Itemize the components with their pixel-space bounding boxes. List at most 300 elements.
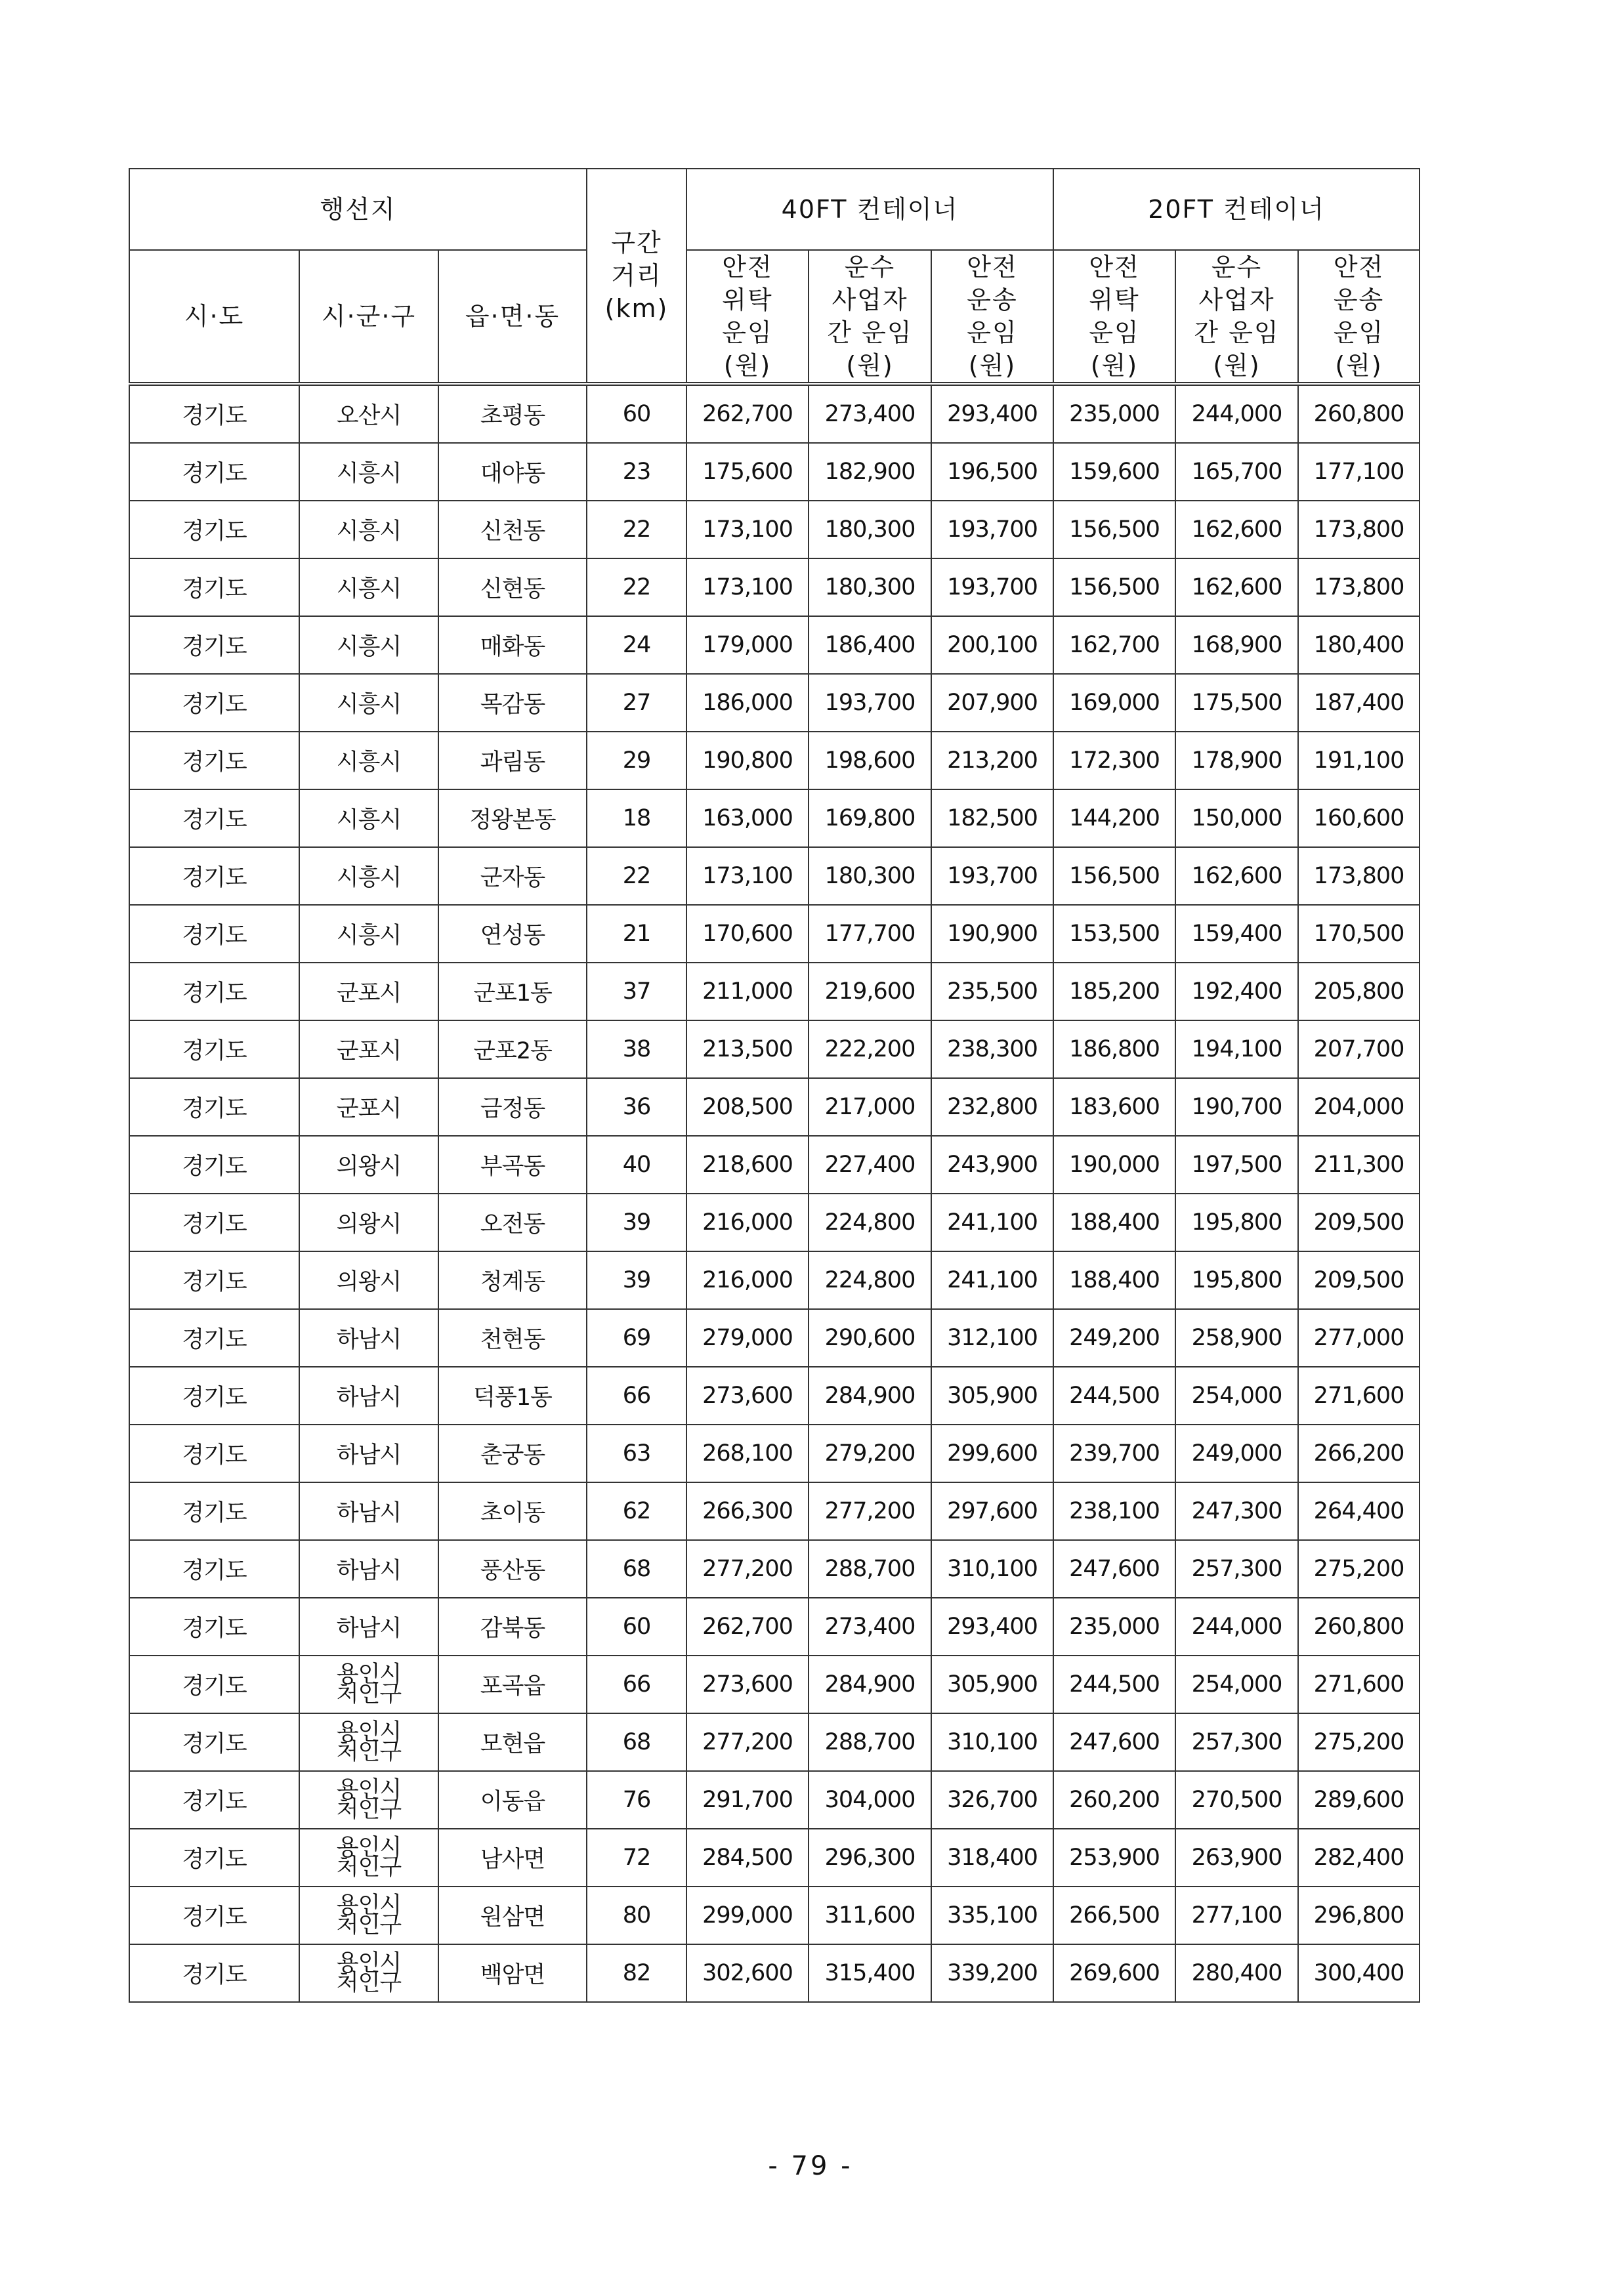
- table-row: [129, 1482, 1420, 1540]
- cell-40ft-consign: 190,800: [686, 732, 809, 789]
- table-row: [129, 1887, 1420, 1944]
- cell-sido: 경기도: [129, 1136, 299, 1194]
- cell-distance: 39: [587, 1194, 686, 1251]
- table-row: [129, 1309, 1420, 1367]
- cell-40ft-transport: 339,200: [931, 1944, 1053, 2002]
- cell-20ft-consign: 185,200: [1053, 963, 1175, 1020]
- cell-40ft-consign: 213,500: [686, 1020, 809, 1078]
- cell-distance: 69: [587, 1309, 686, 1367]
- cell-40ft-consign: 186,000: [686, 674, 809, 732]
- cell-20ft-transport: 173,800: [1298, 501, 1420, 558]
- table-row: [129, 384, 1420, 443]
- cell-40ft-consign: 299,000: [686, 1887, 809, 1944]
- cell-40ft-carrier: 217,000: [809, 1078, 931, 1136]
- cell-20ft-carrier: 197,500: [1175, 1136, 1298, 1194]
- cell-distance: 82: [587, 1944, 686, 2002]
- cell-40ft-transport: 299,600: [931, 1425, 1053, 1482]
- cell-20ft-carrier: 195,800: [1175, 1251, 1298, 1309]
- cell-eupmyeondong: 군자동: [438, 847, 587, 905]
- table-row: [129, 616, 1420, 674]
- cell-40ft-consign: 179,000: [686, 616, 809, 674]
- cell-sido: 경기도: [129, 1598, 299, 1656]
- cell-20ft-transport: 205,800: [1298, 963, 1420, 1020]
- cell-40ft-carrier: 288,700: [809, 1540, 931, 1598]
- cell-eupmyeondong: 오전동: [438, 1194, 587, 1251]
- cell-40ft-carrier: 227,400: [809, 1136, 931, 1194]
- cell-40ft-consign: 279,000: [686, 1309, 809, 1367]
- cell-20ft-transport: 266,200: [1298, 1425, 1420, 1482]
- cell-eupmyeondong: 연성동: [438, 905, 587, 963]
- cell-sido: 경기도: [129, 443, 299, 501]
- cell-distance: 23: [587, 443, 686, 501]
- cell-sido: 경기도: [129, 384, 299, 443]
- cell-40ft-transport: 318,400: [931, 1829, 1053, 1887]
- cell-20ft-transport: 209,500: [1298, 1251, 1420, 1309]
- table-row: [129, 1713, 1420, 1771]
- header-20ft-safety-transport-rate: 안전 운송 운임 (원): [1298, 250, 1420, 384]
- cell-sigungu: 시흥시: [299, 443, 438, 501]
- cell-sigungu: 하남시: [299, 1598, 438, 1656]
- cell-eupmyeondong: 모현읍: [438, 1713, 587, 1771]
- cell-distance: 21: [587, 905, 686, 963]
- cell-sido: 경기도: [129, 1367, 299, 1425]
- cell-eupmyeondong: 천현동: [438, 1309, 587, 1367]
- rate-table-body: [129, 384, 1420, 2002]
- cell-40ft-carrier: 284,900: [809, 1367, 931, 1425]
- cell-distance: 76: [587, 1771, 686, 1829]
- cell-sido: 경기도: [129, 1425, 299, 1482]
- cell-20ft-carrier: 162,600: [1175, 847, 1298, 905]
- cell-distance: 22: [587, 501, 686, 558]
- cell-40ft-consign: 273,600: [686, 1656, 809, 1713]
- cell-20ft-transport: 277,000: [1298, 1309, 1420, 1367]
- header-20ft-carrier-rate: 운수 사업자 간 운임 (원): [1175, 250, 1298, 384]
- cell-distance: 62: [587, 1482, 686, 1540]
- table-row: [129, 1829, 1420, 1887]
- table-row: [129, 847, 1420, 905]
- cell-40ft-transport: 200,100: [931, 616, 1053, 674]
- table-row: [129, 1598, 1420, 1656]
- cell-20ft-carrier: 257,300: [1175, 1713, 1298, 1771]
- cell-40ft-carrier: 222,200: [809, 1020, 931, 1078]
- table-row: [129, 1540, 1420, 1598]
- header-20ft-container: 20FT 컨테이너: [1053, 169, 1420, 250]
- cell-sido: 경기도: [129, 1020, 299, 1078]
- cell-40ft-carrier: 288,700: [809, 1713, 931, 1771]
- cell-40ft-transport: 305,900: [931, 1367, 1053, 1425]
- cell-eupmyeondong: 군포1동: [438, 963, 587, 1020]
- cell-distance: 18: [587, 789, 686, 847]
- cell-sido: 경기도: [129, 732, 299, 789]
- cell-40ft-transport: 193,700: [931, 558, 1053, 616]
- table-row: [129, 558, 1420, 616]
- cell-20ft-transport: 187,400: [1298, 674, 1420, 732]
- cell-20ft-transport: 300,400: [1298, 1944, 1420, 2002]
- cell-40ft-carrier: 296,300: [809, 1829, 931, 1887]
- cell-eupmyeondong: 군포2동: [438, 1020, 587, 1078]
- header-40ft-safety-consign-rate: 안전 위탁 운임 (원): [686, 250, 809, 384]
- cell-40ft-consign: 262,700: [686, 384, 809, 443]
- cell-20ft-consign: 169,000: [1053, 674, 1175, 732]
- cell-40ft-carrier: 273,400: [809, 1598, 931, 1656]
- cell-sido: 경기도: [129, 963, 299, 1020]
- cell-40ft-consign: 173,100: [686, 847, 809, 905]
- cell-eupmyeondong: 정왕본동: [438, 789, 587, 847]
- cell-sigungu: 하남시: [299, 1425, 438, 1482]
- cell-40ft-consign: 262,700: [686, 1598, 809, 1656]
- cell-sigungu: 오산시: [299, 384, 438, 443]
- cell-40ft-transport: 310,100: [931, 1540, 1053, 1598]
- cell-sigungu: 시흥시: [299, 847, 438, 905]
- cell-20ft-transport: 211,300: [1298, 1136, 1420, 1194]
- cell-20ft-carrier: 195,800: [1175, 1194, 1298, 1251]
- cell-40ft-carrier: 198,600: [809, 732, 931, 789]
- cell-40ft-transport: 241,100: [931, 1251, 1053, 1309]
- table-row: [129, 1656, 1420, 1713]
- cell-eupmyeondong: 청계동: [438, 1251, 587, 1309]
- cell-20ft-transport: 296,800: [1298, 1887, 1420, 1944]
- cell-sido: 경기도: [129, 847, 299, 905]
- cell-distance: 63: [587, 1425, 686, 1482]
- cell-20ft-transport: 173,800: [1298, 558, 1420, 616]
- cell-20ft-transport: 209,500: [1298, 1194, 1420, 1251]
- cell-40ft-carrier: 279,200: [809, 1425, 931, 1482]
- header-40ft-container: 40FT 컨테이너: [686, 169, 1053, 250]
- cell-20ft-transport: 191,100: [1298, 732, 1420, 789]
- cell-sigungu: 하남시: [299, 1482, 438, 1540]
- cell-20ft-carrier: 175,500: [1175, 674, 1298, 732]
- cell-20ft-carrier: 178,900: [1175, 732, 1298, 789]
- cell-40ft-transport: 182,500: [931, 789, 1053, 847]
- cell-40ft-transport: 193,700: [931, 847, 1053, 905]
- table-row: [129, 963, 1420, 1020]
- cell-40ft-consign: 291,700: [686, 1771, 809, 1829]
- cell-40ft-transport: 297,600: [931, 1482, 1053, 1540]
- cell-20ft-carrier: 258,900: [1175, 1309, 1298, 1367]
- cell-sigungu: 용인시 처인구: [299, 1771, 438, 1829]
- table-row: [129, 1194, 1420, 1251]
- cell-20ft-consign: 244,500: [1053, 1656, 1175, 1713]
- cell-40ft-consign: 163,000: [686, 789, 809, 847]
- cell-40ft-consign: 218,600: [686, 1136, 809, 1194]
- cell-20ft-carrier: 192,400: [1175, 963, 1298, 1020]
- cell-20ft-transport: 271,600: [1298, 1656, 1420, 1713]
- cell-distance: 60: [587, 1598, 686, 1656]
- cell-eupmyeondong: 풍산동: [438, 1540, 587, 1598]
- cell-eupmyeondong: 매화동: [438, 616, 587, 674]
- cell-20ft-carrier: 159,400: [1175, 905, 1298, 963]
- cell-40ft-transport: 241,100: [931, 1194, 1053, 1251]
- cell-20ft-carrier: 257,300: [1175, 1540, 1298, 1598]
- cell-40ft-consign: 173,100: [686, 558, 809, 616]
- cell-40ft-carrier: 180,300: [809, 847, 931, 905]
- cell-sigungu: 하남시: [299, 1540, 438, 1598]
- cell-40ft-consign: 268,100: [686, 1425, 809, 1482]
- cell-40ft-carrier: 193,700: [809, 674, 931, 732]
- cell-20ft-transport: 177,100: [1298, 443, 1420, 501]
- header-40ft-safety-transport-rate: 안전 운송 운임 (원): [931, 250, 1053, 384]
- cell-40ft-transport: 335,100: [931, 1887, 1053, 1944]
- cell-20ft-transport: 170,500: [1298, 905, 1420, 963]
- header-sigungu: 시·군·구: [299, 250, 438, 384]
- cell-sigungu: 의왕시: [299, 1251, 438, 1309]
- cell-eupmyeondong: 백암면: [438, 1944, 587, 2002]
- cell-40ft-consign: 170,600: [686, 905, 809, 963]
- cell-distance: 38: [587, 1020, 686, 1078]
- cell-sigungu: 군포시: [299, 1078, 438, 1136]
- cell-sigungu: 의왕시: [299, 1136, 438, 1194]
- cell-40ft-carrier: 186,400: [809, 616, 931, 674]
- cell-20ft-transport: 275,200: [1298, 1713, 1420, 1771]
- table-row: [129, 1771, 1420, 1829]
- header-sido: 시·도: [129, 250, 299, 384]
- cell-20ft-carrier: 244,000: [1175, 384, 1298, 443]
- cell-eupmyeondong: 춘궁동: [438, 1425, 587, 1482]
- cell-40ft-carrier: 277,200: [809, 1482, 931, 1540]
- cell-40ft-consign: 273,600: [686, 1367, 809, 1425]
- table-row: [129, 1136, 1420, 1194]
- cell-40ft-consign: 208,500: [686, 1078, 809, 1136]
- cell-sigungu: 시흥시: [299, 501, 438, 558]
- cell-20ft-carrier: 165,700: [1175, 443, 1298, 501]
- cell-40ft-transport: 310,100: [931, 1713, 1053, 1771]
- cell-sigungu: 군포시: [299, 963, 438, 1020]
- cell-20ft-consign: 253,900: [1053, 1829, 1175, 1887]
- cell-40ft-consign: 175,600: [686, 443, 809, 501]
- cell-20ft-consign: 260,200: [1053, 1771, 1175, 1829]
- cell-20ft-consign: 186,800: [1053, 1020, 1175, 1078]
- cell-sigungu: 시흥시: [299, 616, 438, 674]
- cell-eupmyeondong: 초이동: [438, 1482, 587, 1540]
- cell-20ft-consign: 159,600: [1053, 443, 1175, 501]
- cell-sigungu: 용인시 처인구: [299, 1713, 438, 1771]
- cell-sigungu: 용인시 처인구: [299, 1829, 438, 1887]
- cell-sido: 경기도: [129, 1887, 299, 1944]
- cell-sigungu: 시흥시: [299, 674, 438, 732]
- cell-20ft-consign: 239,700: [1053, 1425, 1175, 1482]
- cell-eupmyeondong: 대야동: [438, 443, 587, 501]
- cell-eupmyeondong: 과림동: [438, 732, 587, 789]
- cell-40ft-carrier: 284,900: [809, 1656, 931, 1713]
- cell-distance: 22: [587, 847, 686, 905]
- header-row-groups: [129, 169, 1420, 250]
- header-distance: [587, 169, 686, 384]
- cell-20ft-transport: 275,200: [1298, 1540, 1420, 1598]
- cell-20ft-transport: 204,000: [1298, 1078, 1420, 1136]
- cell-40ft-carrier: 290,600: [809, 1309, 931, 1367]
- cell-20ft-consign: 190,000: [1053, 1136, 1175, 1194]
- cell-40ft-carrier: 224,800: [809, 1251, 931, 1309]
- cell-40ft-transport: 293,400: [931, 1598, 1053, 1656]
- cell-sigungu: 용인시 처인구: [299, 1887, 438, 1944]
- cell-40ft-carrier: 315,400: [809, 1944, 931, 2002]
- cell-20ft-carrier: 162,600: [1175, 558, 1298, 616]
- cell-40ft-carrier: 169,800: [809, 789, 931, 847]
- cell-20ft-consign: 156,500: [1053, 558, 1175, 616]
- cell-distance: 24: [587, 616, 686, 674]
- cell-sido: 경기도: [129, 1309, 299, 1367]
- cell-sigungu: 용인시 처인구: [299, 1656, 438, 1713]
- cell-40ft-consign: 277,200: [686, 1713, 809, 1771]
- cell-distance: 80: [587, 1887, 686, 1944]
- table-row: [129, 1078, 1420, 1136]
- cell-20ft-carrier: 194,100: [1175, 1020, 1298, 1078]
- cell-sido: 경기도: [129, 674, 299, 732]
- cell-eupmyeondong: 부곡동: [438, 1136, 587, 1194]
- cell-20ft-consign: 269,600: [1053, 1944, 1175, 2002]
- table-row: [129, 732, 1420, 789]
- cell-distance: 40: [587, 1136, 686, 1194]
- cell-20ft-consign: 235,000: [1053, 1598, 1175, 1656]
- cell-40ft-transport: 312,100: [931, 1309, 1053, 1367]
- cell-40ft-consign: 284,500: [686, 1829, 809, 1887]
- cell-sido: 경기도: [129, 1194, 299, 1251]
- cell-20ft-consign: 144,200: [1053, 789, 1175, 847]
- cell-distance: 29: [587, 732, 686, 789]
- cell-eupmyeondong: 감북동: [438, 1598, 587, 1656]
- cell-sigungu: 용인시 처인구: [299, 1944, 438, 2002]
- cell-20ft-carrier: 168,900: [1175, 616, 1298, 674]
- cell-20ft-carrier: 247,300: [1175, 1482, 1298, 1540]
- cell-20ft-carrier: 190,700: [1175, 1078, 1298, 1136]
- cell-sido: 경기도: [129, 789, 299, 847]
- cell-eupmyeondong: 금정동: [438, 1078, 587, 1136]
- table-row: [129, 789, 1420, 847]
- cell-20ft-consign: 266,500: [1053, 1887, 1175, 1944]
- cell-20ft-consign: 238,100: [1053, 1482, 1175, 1540]
- cell-20ft-consign: 249,200: [1053, 1309, 1175, 1367]
- cell-sido: 경기도: [129, 1078, 299, 1136]
- cell-distance: 68: [587, 1713, 686, 1771]
- cell-20ft-transport: 160,600: [1298, 789, 1420, 847]
- table-row: [129, 1367, 1420, 1425]
- cell-40ft-transport: 190,900: [931, 905, 1053, 963]
- header-destination: 행선지: [129, 169, 587, 250]
- cell-sigungu: 시흥시: [299, 789, 438, 847]
- cell-20ft-consign: 156,500: [1053, 501, 1175, 558]
- cell-sido: 경기도: [129, 1829, 299, 1887]
- cell-20ft-carrier: 277,100: [1175, 1887, 1298, 1944]
- freight-rate-table: [129, 168, 1420, 2003]
- cell-20ft-carrier: 162,600: [1175, 501, 1298, 558]
- cell-20ft-carrier: 150,000: [1175, 789, 1298, 847]
- cell-40ft-consign: 173,100: [686, 501, 809, 558]
- cell-20ft-transport: 282,400: [1298, 1829, 1420, 1887]
- cell-40ft-transport: 235,500: [931, 963, 1053, 1020]
- table-row: [129, 1944, 1420, 2002]
- cell-40ft-consign: 277,200: [686, 1540, 809, 1598]
- header-eupmyeondong: 읍·면·동: [438, 250, 587, 384]
- cell-distance: 22: [587, 558, 686, 616]
- cell-distance: 66: [587, 1367, 686, 1425]
- cell-20ft-consign: 235,000: [1053, 384, 1175, 443]
- cell-40ft-transport: 305,900: [931, 1656, 1053, 1713]
- cell-sido: 경기도: [129, 1713, 299, 1771]
- cell-20ft-carrier: 280,400: [1175, 1944, 1298, 2002]
- cell-40ft-transport: 213,200: [931, 732, 1053, 789]
- cell-sido: 경기도: [129, 616, 299, 674]
- cell-40ft-carrier: 224,800: [809, 1194, 931, 1251]
- cell-40ft-carrier: 177,700: [809, 905, 931, 963]
- cell-sigungu: 시흥시: [299, 732, 438, 789]
- cell-40ft-carrier: 180,300: [809, 501, 931, 558]
- cell-40ft-transport: 193,700: [931, 501, 1053, 558]
- cell-40ft-consign: 266,300: [686, 1482, 809, 1540]
- cell-40ft-carrier: 304,000: [809, 1771, 931, 1829]
- cell-eupmyeondong: 초평동: [438, 384, 587, 443]
- cell-20ft-carrier: 254,000: [1175, 1656, 1298, 1713]
- cell-distance: 60: [587, 384, 686, 443]
- page-number: - 79 -: [768, 2151, 853, 2181]
- cell-sido: 경기도: [129, 1251, 299, 1309]
- cell-40ft-consign: 216,000: [686, 1194, 809, 1251]
- cell-20ft-carrier: 249,000: [1175, 1425, 1298, 1482]
- cell-20ft-carrier: 263,900: [1175, 1829, 1298, 1887]
- table-row: [129, 501, 1420, 558]
- cell-sigungu: 시흥시: [299, 558, 438, 616]
- cell-eupmyeondong: 원삼면: [438, 1887, 587, 1944]
- table-row: [129, 1020, 1420, 1078]
- cell-20ft-transport: 173,800: [1298, 847, 1420, 905]
- cell-40ft-transport: 238,300: [931, 1020, 1053, 1078]
- cell-20ft-transport: 260,800: [1298, 384, 1420, 443]
- cell-sigungu: 하남시: [299, 1309, 438, 1367]
- cell-eupmyeondong: 남사면: [438, 1829, 587, 1887]
- cell-20ft-carrier: 254,000: [1175, 1367, 1298, 1425]
- cell-20ft-transport: 207,700: [1298, 1020, 1420, 1078]
- table-row: [129, 1425, 1420, 1482]
- cell-20ft-consign: 188,400: [1053, 1251, 1175, 1309]
- cell-distance: 72: [587, 1829, 686, 1887]
- cell-distance: 27: [587, 674, 686, 732]
- cell-eupmyeondong: 신천동: [438, 501, 587, 558]
- cell-20ft-consign: 244,500: [1053, 1367, 1175, 1425]
- cell-40ft-consign: 211,000: [686, 963, 809, 1020]
- cell-sigungu: 하남시: [299, 1367, 438, 1425]
- cell-20ft-carrier: 270,500: [1175, 1771, 1298, 1829]
- cell-20ft-transport: 271,600: [1298, 1367, 1420, 1425]
- cell-sigungu: 군포시: [299, 1020, 438, 1078]
- header-40ft-carrier-rate: 운수 사업자 간 운임 (원): [809, 250, 931, 384]
- cell-eupmyeondong: 신현동: [438, 558, 587, 616]
- cell-20ft-consign: 247,600: [1053, 1540, 1175, 1598]
- cell-distance: 37: [587, 963, 686, 1020]
- cell-20ft-transport: 180,400: [1298, 616, 1420, 674]
- cell-eupmyeondong: 덕풍1동: [438, 1367, 587, 1425]
- cell-sido: 경기도: [129, 1944, 299, 2002]
- cell-20ft-consign: 188,400: [1053, 1194, 1175, 1251]
- cell-40ft-consign: 216,000: [686, 1251, 809, 1309]
- cell-20ft-transport: 264,400: [1298, 1482, 1420, 1540]
- cell-20ft-consign: 156,500: [1053, 847, 1175, 905]
- cell-sigungu: 의왕시: [299, 1194, 438, 1251]
- cell-sido: 경기도: [129, 1656, 299, 1713]
- cell-sigungu: 시흥시: [299, 905, 438, 963]
- table-row: [129, 1251, 1420, 1309]
- cell-20ft-consign: 247,600: [1053, 1713, 1175, 1771]
- cell-20ft-consign: 183,600: [1053, 1078, 1175, 1136]
- cell-40ft-transport: 196,500: [931, 443, 1053, 501]
- cell-40ft-transport: 326,700: [931, 1771, 1053, 1829]
- cell-40ft-carrier: 219,600: [809, 963, 931, 1020]
- cell-40ft-carrier: 180,300: [809, 558, 931, 616]
- table-row: [129, 674, 1420, 732]
- cell-sido: 경기도: [129, 905, 299, 963]
- cell-distance: 66: [587, 1656, 686, 1713]
- cell-40ft-transport: 232,800: [931, 1078, 1053, 1136]
- cell-40ft-consign: 302,600: [686, 1944, 809, 2002]
- cell-40ft-carrier: 273,400: [809, 384, 931, 443]
